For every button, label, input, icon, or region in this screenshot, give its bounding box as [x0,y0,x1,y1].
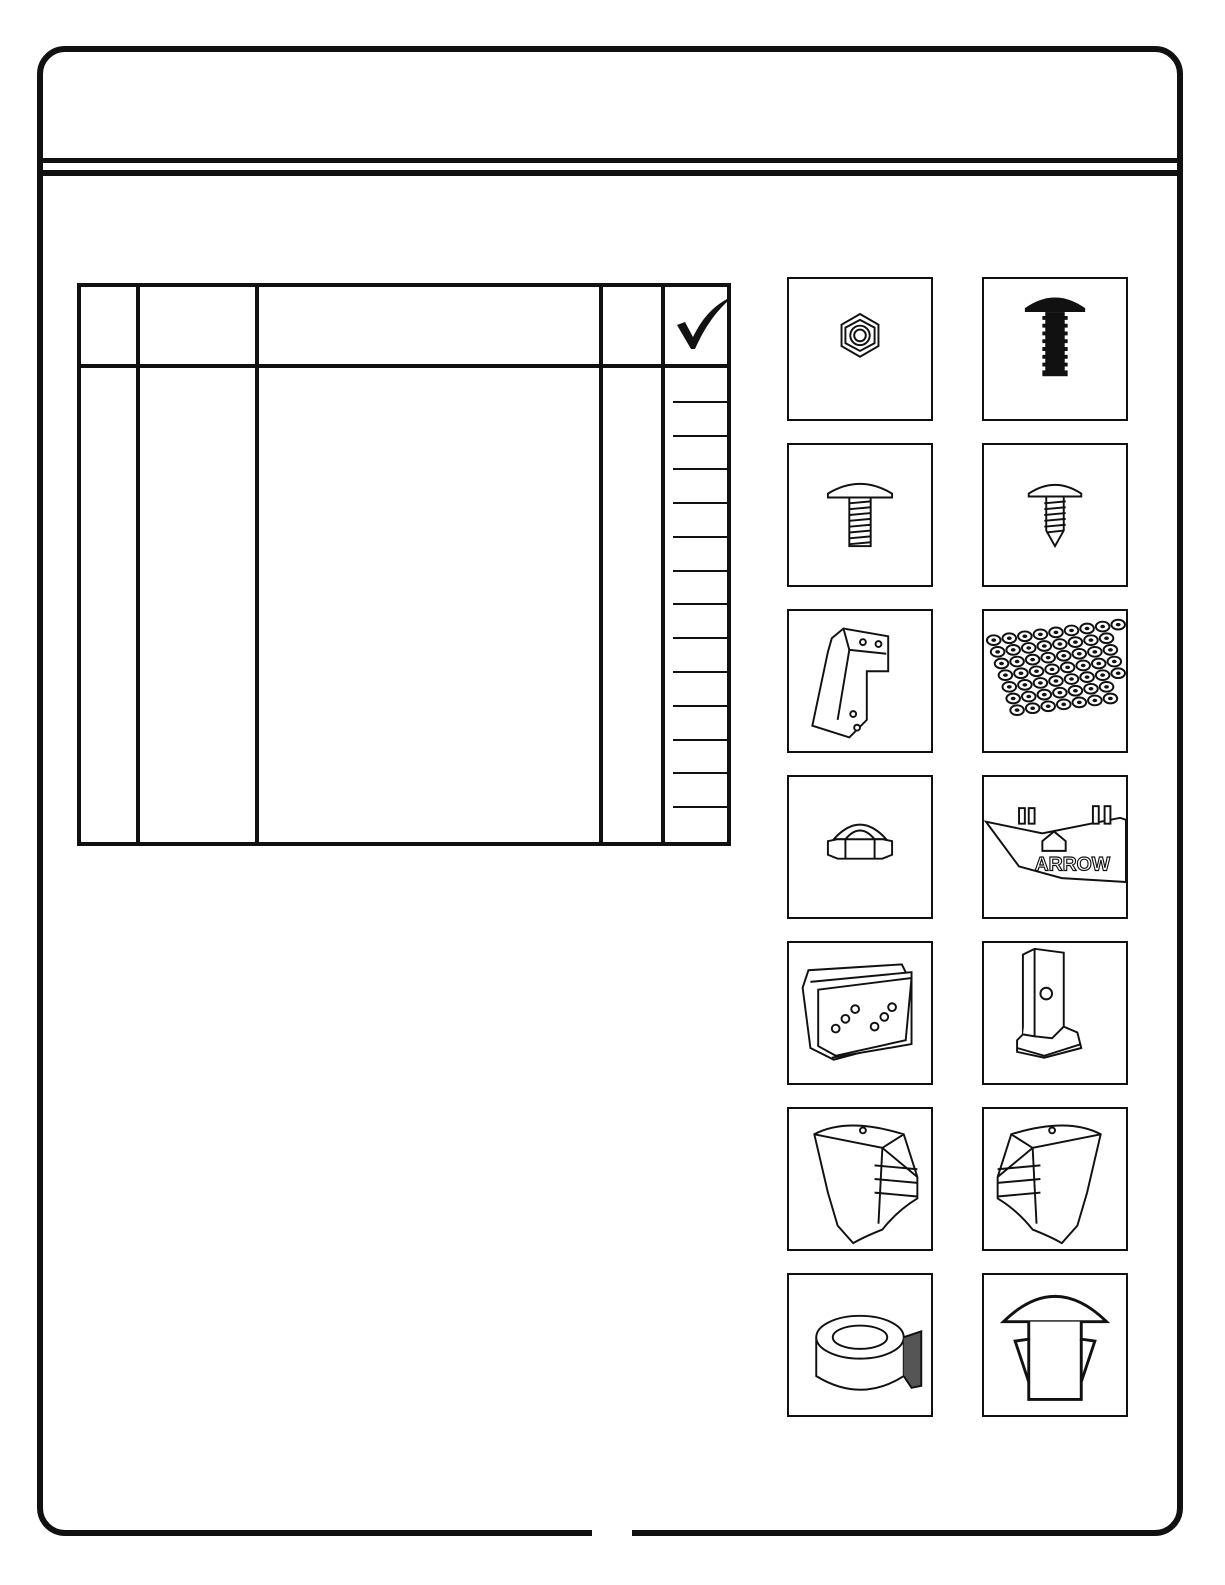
washer-hole [1022,635,1027,639]
washer-hole [1069,629,1074,633]
washer-hole [1057,642,1062,646]
check-cell[interactable] [673,707,731,741]
washer-hole [1085,627,1090,631]
washer-hole [1077,652,1082,656]
machine-screw-icon [787,443,933,587]
table-column-divider [255,287,259,842]
table-column-divider [136,287,140,842]
washer-hole [1096,662,1101,666]
black-screw-icon [982,277,1128,421]
check-cell[interactable] [673,572,731,606]
washer-hole [1104,685,1109,689]
left-corner-cap-icon [982,1107,1128,1251]
check-cell[interactable] [673,369,731,403]
header-rule-top [43,158,1177,163]
self-tapping-screw-icon [982,443,1128,587]
washer-hole [1100,625,1105,629]
check-column [673,369,731,842]
door-stop-bracket-icon [982,941,1128,1085]
washer-hole [1061,703,1066,707]
washer-hole [1042,644,1047,648]
washer-hole [1104,636,1109,640]
washer-hole [991,638,996,642]
check-cell[interactable] [673,673,731,707]
washer-hole [1007,636,1012,640]
washer-hole [1019,671,1024,675]
washer-hole [1050,668,1055,672]
door-guide-icon [787,941,933,1085]
hex-nut-icon [787,277,933,421]
check-cell[interactable] [673,403,731,437]
check-cell[interactable] [673,639,731,673]
washer-hole [1108,648,1113,652]
washer-hole [1116,671,1121,675]
corner-bracket-icon [787,609,933,753]
washer-hole [1069,677,1074,681]
washer-hole [1100,673,1105,677]
washer-hole [1089,687,1094,691]
parts-checklist-table [77,283,731,846]
washer-hole [1089,638,1094,642]
washer-hole [1081,664,1086,668]
table-column-divider [599,287,603,842]
washer-hole [1034,670,1039,674]
arrow-logo-gable-cap-icon [982,775,1128,919]
table-header-divider [81,364,727,368]
washer-hole [1007,685,1012,689]
push-pin-plug-icon [982,1273,1128,1417]
check-cell[interactable] [673,606,731,640]
washer-hole [1108,697,1113,701]
header-rule-bottom [43,170,1177,176]
washer-hole [1073,689,1078,693]
washer-hole [1085,675,1090,679]
washer-hole [1042,693,1047,697]
right-corner-cap-icon [787,1107,933,1251]
washer-hole [1046,705,1051,709]
washer-hole [1054,631,1059,635]
tape-roll-icon [787,1273,933,1417]
checkmark-icon [673,295,731,355]
washer-hole [1015,660,1020,664]
washer-hole [1030,658,1035,662]
footer-gap [592,1526,632,1542]
washer-hole [1011,697,1016,701]
washer-hole [1077,701,1082,705]
washer-hole [1038,681,1043,685]
washer-hole [1112,660,1117,664]
check-cell[interactable] [673,470,731,504]
washer-hole [1054,679,1059,683]
washer-hole [1116,623,1121,627]
washer-hole [1022,683,1027,687]
washer-hole [1046,656,1051,660]
washer-hole [1061,654,1066,658]
check-cell[interactable] [673,437,731,471]
washer-hole [1011,648,1016,652]
table-column-divider [661,287,665,842]
check-cell[interactable] [673,774,731,808]
washer-hole [1057,691,1062,695]
washer-hole [1092,650,1097,654]
check-cell[interactable] [673,504,731,538]
washer-hole [999,662,1004,666]
check-cell[interactable] [673,741,731,775]
washer-hole [1038,633,1043,637]
washer-hole [1026,695,1031,699]
washer-hole [1003,673,1008,677]
washer-hole [1026,646,1031,650]
check-cell[interactable] [673,538,731,572]
washer-hole [1030,706,1035,710]
cap-nut-icon [787,775,933,919]
arrow-logo-text: ARROW [1034,853,1111,876]
washer-hole [1092,699,1097,703]
washer-hole [1065,666,1070,670]
washer-hole [1015,708,1020,712]
washer-sheet-icon [982,609,1128,753]
washer-hole [1073,640,1078,644]
washer-hole [995,650,1000,654]
